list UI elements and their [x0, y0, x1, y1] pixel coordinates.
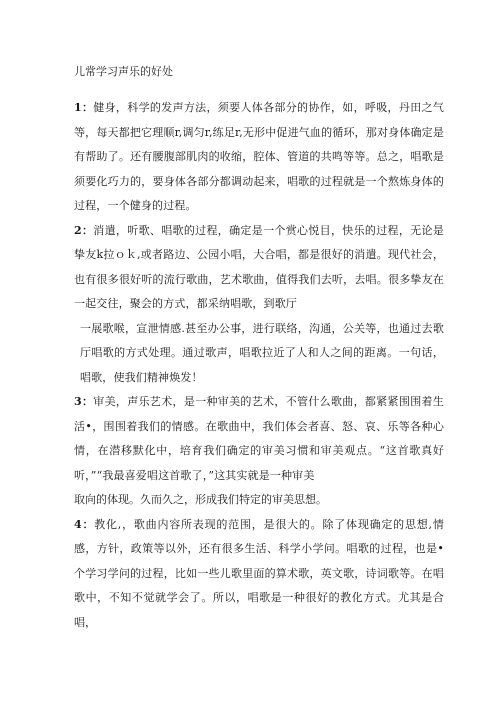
- section-4-text: 教化,，歌曲内容所表现的范围，是很大的。除了体现确定的思想,情感，方针，政策等以外，还有很多生活、科学小学问。唱歌的过程，也是•个学习学问的过程，比如一些儿歌里面的算术歌，英文歌，诗词歌等。在唱歌中，不知不觉就学会了。所以，唱歌是一种很好的教化方式。尤其是合唱，: [74, 517, 444, 629]
- section-4-number: 4：: [74, 517, 95, 531]
- section-2-continuation: 一展歌喉，宣泄情感.甚至办公事，进行联络，沟通，公关等，也通过去歌厅唱歌的方式处理。通过歌声，唱歌拉近了人和人之间的距离。一句话，唱歌，使我们精神焕发！: [80, 321, 444, 384]
- document-title: 儿常学习声乐的好处: [74, 65, 173, 78]
- section-1-number: 1：: [74, 101, 94, 114]
- section-3-number: 3：: [74, 395, 94, 408]
- section-2-paragraph: [74, 219, 444, 317]
- section-2-number: 2：: [74, 223, 94, 237]
- section-3-continuation: 取向的体现。久而久之，形成我们特定的审美思想。: [74, 493, 327, 506]
- section-3-paragraph: [74, 390, 444, 488]
- document-body: [74, 64, 444, 635]
- section-2-text: 消遣，听歌、唱歌的过程，确定是一个赏心悦目，快乐的过程，无论是挚友k拉ｏｋ,或者路边、公园小唱，大合唱，都是很好的消遣。现代社会，也有很多很好听的流行歌曲，艺术歌曲，值得我们去听，去唱。很多挚友在一起交往，聚会的方式，都采纳唱歌，到歌厅: [74, 223, 444, 310]
- section-3-text: 审美，声乐艺术，是一种审美的艺术，不管什么歌曲，都紧紧围围着生活•，围围着我们的情感。在歌曲中，我们体会者喜、怒、哀、乐等各种心情，在潜移默化中，培育我们确定的审美习惯和审美观点。“这首歌真好听，”“我最喜爱唱这首歌了，”这其实就是一种审美: [74, 395, 444, 482]
- section-1-text: 健身，科学的发声方法，须要人体各部分的协作，如，呼吸，丹田之气等，每天都把它理顺r,调匀r,练足r,无形中促进气血的循环，那对身体确定是有帮助了。还有腰腹部肌肉的收缩，腔体、管道的共鸣等等。总之，唱歌是须要化巧力的，要身体各部分都调动起来，唱歌的过程就是一个熬炼身体的过程，一个健身的过程。: [74, 101, 444, 212]
- section-1-paragraph: [74, 96, 444, 219]
- section-4-paragraph: [74, 513, 444, 636]
